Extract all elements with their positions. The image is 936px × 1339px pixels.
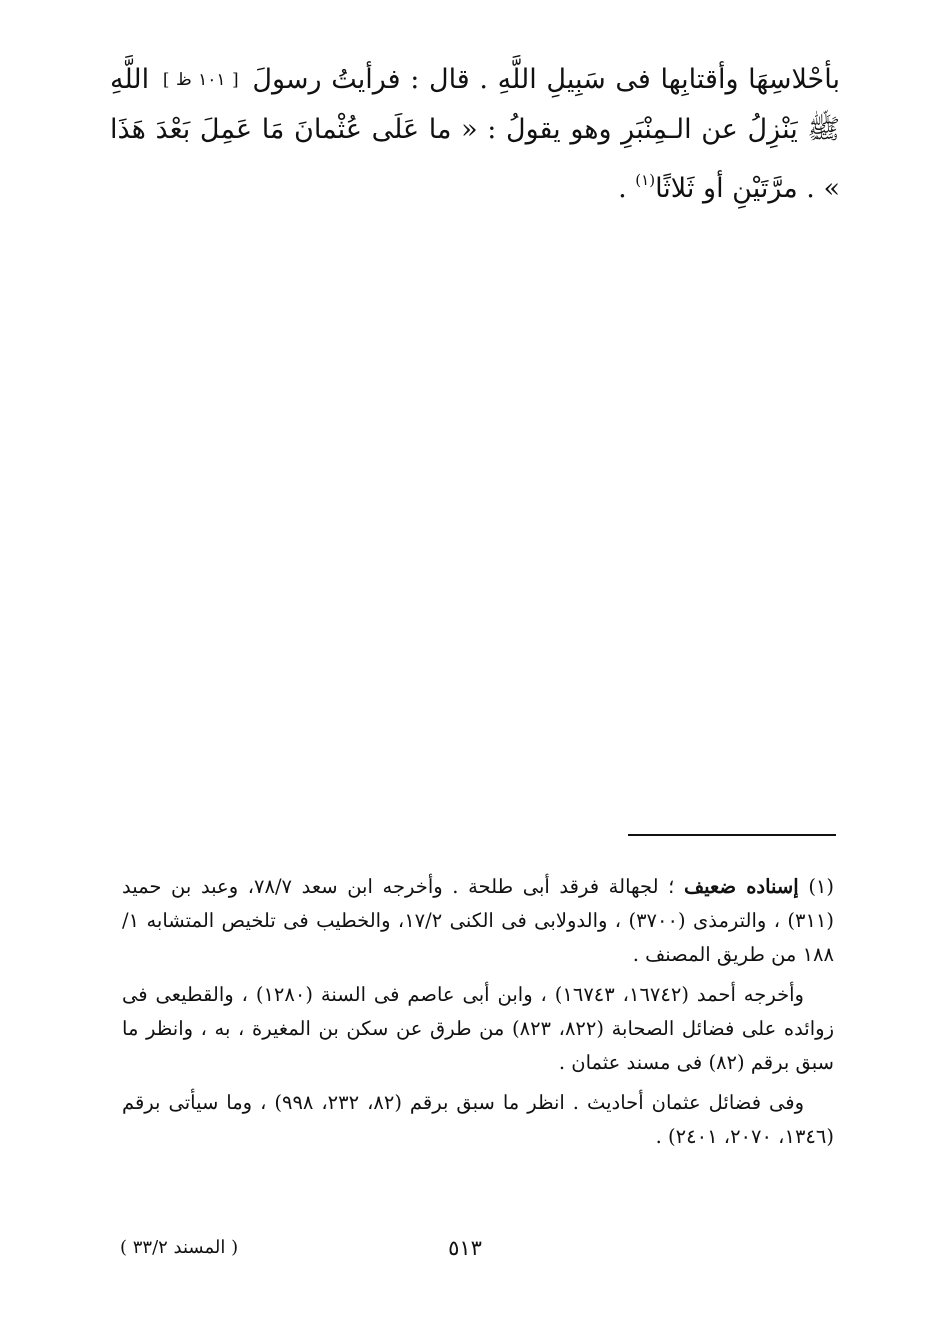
main-text-line2: يَنْزِلُ عن الـمِنْبَرِ وهو يقولُ : « ما عَلَى عُثْمانَ مَا عَمِلَ بَعْدَ هَذَا » . مرَّتَيْنِ أو [110,114,840,204]
footnote-marker: (١) [635,171,656,189]
footnote-1-text: ؛ لجهالة فرقد أبى طلحة . وأخرجه ابن سعد ٧٨/٧، وعبد بن حميد (٣١١) ، والترمذى (٣٧٠٠) ، والدولابى فى الكنى ١٧/٢، والخطيب فى تلخيص المتشابه ١/ ١٨٨ من طريق المصنف . [122,875,835,966]
footnotes [122,870,834,1160]
footnote-1-paragraph-3: وفى فضائل عثمان أحاديث . انظر ما سبق برقم (٨٢، ٢٣٢، ٩٩٨) ، وما سيأتى برقم (١٣٤٦، ٢٠٧٠، ٢٤٠١) . [122,1091,834,1148]
footnote-separator [628,834,836,836]
page-number: ٥١٣ [448,1236,482,1260]
main-text [110,55,840,214]
footnote-1-paragraph-2: وأخرجه أحمد (١٦٧٤٢، ١٦٧٤٣) ، وابن أبى عاصم فى السنة (١٢٨٠) ، والقطيعى فى زوائده على فضائل الصحابة (٨٢٢، ٨٢٣) من طرق عن سكن بن المغيرة ، به ، وانظر ما سبق برقم (٨٢) فى مسند عثمان . [122,983,834,1074]
manuscript-page-ref: [ ١٠١ ظ ] [162,70,239,90]
main-paragraph [110,55,840,214]
footnote-1 [122,870,834,972]
volume-reference: ( المسند ٣٣/٢ ) [120,1237,239,1258]
main-text-line1-end: اللَّهِ ﷺ [110,64,840,145]
main-text-line3: ثَلاثًا [655,173,695,204]
footnote-1-number: (١) [808,875,835,898]
footnote-1-grading: إسناده ضعيف [683,875,799,898]
main-text-line1: بأحْلاسِهَا وأقتابِها فى سَبِيلِ اللَّهِ . قال : فرأيتُ رسولَ [252,64,840,95]
main-text-line3-end: . [618,173,636,204]
